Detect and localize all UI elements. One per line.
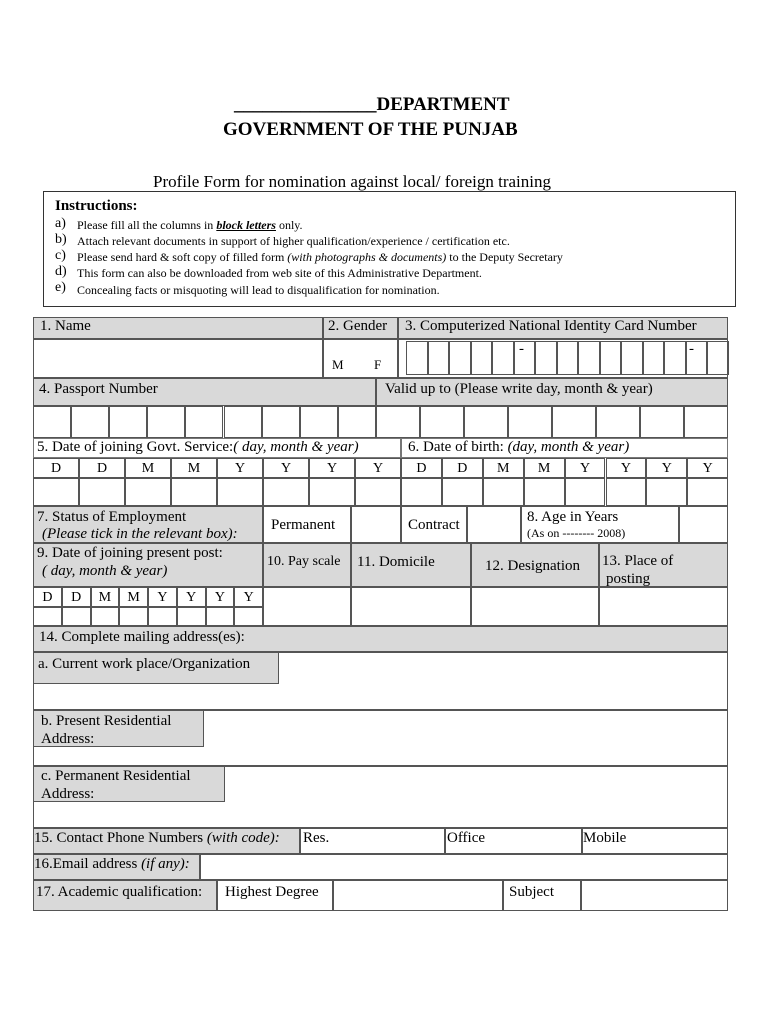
status-hint: (Please tick in the relevant box): [42, 526, 238, 542]
join-govt-date-letter-8: Y [372, 461, 384, 476]
dob-date-box-6[interactable] [606, 478, 647, 506]
join-govt-date-box-7[interactable] [309, 478, 355, 506]
highest-degree-label: Highest Degree [225, 884, 319, 900]
join-govt-date-letter-1: D [50, 461, 62, 476]
join-govt-date-head-4 [171, 458, 217, 478]
dob-date-box-5[interactable] [565, 478, 606, 506]
passport-digit-cell-2[interactable] [71, 406, 109, 438]
permanent-tick-box[interactable] [351, 506, 401, 543]
cnic-digit-cell-3[interactable] [449, 341, 471, 375]
age-label: 8. Age in Years [527, 509, 619, 525]
designation-label: 12. Designation [485, 558, 580, 574]
dob-date-head-1 [401, 458, 442, 478]
age-hint: (As on -------- 2008) [527, 526, 626, 540]
instruction-d: This form can also be downloaded from web site of this Administrative Department. [77, 266, 482, 280]
passport-label: 4. Passport Number [39, 381, 158, 397]
contract-label: Contract [408, 517, 460, 533]
join-govt-date-head-2 [79, 458, 125, 478]
cnic-digit-cell-9[interactable] [578, 341, 600, 375]
join-present-date-box-7[interactable] [206, 607, 235, 626]
pay-scale-label: 10. Pay scale [267, 554, 341, 569]
join-govt-date-head-5 [217, 458, 263, 478]
contract-tick-box[interactable] [467, 506, 521, 543]
join-present-hint: ( day, month & year) [42, 563, 168, 579]
passport-digit-cell-4[interactable] [147, 406, 185, 438]
dob-date-letter-5: Y [579, 461, 591, 476]
instruction-a-post: only. [275, 218, 303, 232]
join-govt-date-letter-3: M [141, 461, 155, 476]
department-title [234, 95, 510, 114]
passport-digit-cell-6[interactable] [224, 406, 262, 438]
join-present-date-box-1[interactable] [33, 607, 62, 626]
valid-upto-cell-7[interactable] [640, 406, 684, 438]
valid-upto-cell-4[interactable] [508, 406, 552, 438]
name-input[interactable] [33, 339, 323, 378]
pay-scale-input[interactable] [263, 587, 351, 626]
form-subtitle: Profile Form for nomination against local/ foreign training [153, 172, 551, 191]
email-text: 16.Email address [34, 856, 142, 872]
join-present-date-head-7 [206, 587, 235, 607]
join-present-date-letter-5: Y [157, 590, 168, 605]
passport-digit-cell-9[interactable] [338, 406, 376, 438]
join-present-date-letter-2: D [71, 590, 82, 605]
cnic-digit-cell-6[interactable] [514, 341, 536, 375]
join-present-date-letter-8: Y [243, 590, 254, 605]
dob-date-box-8[interactable] [687, 478, 728, 506]
join-present-date-head-6 [177, 587, 206, 607]
join-govt-date-box-5[interactable] [217, 478, 263, 506]
designation-input[interactable] [471, 587, 599, 626]
valid-upto-cell-2[interactable] [420, 406, 464, 438]
name-label: 1. Name [40, 318, 91, 334]
cnic-digit-cell-13[interactable] [664, 341, 686, 375]
res-phone-label: Res. [303, 830, 330, 846]
join-govt-date-head-3 [125, 458, 171, 478]
cnic-digit-cell-1[interactable] [406, 341, 428, 375]
cnic-digit-cell-4[interactable] [471, 341, 493, 375]
email-label [34, 857, 190, 872]
join-govt-date-box-4[interactable] [171, 478, 217, 506]
valid-upto-cell-5[interactable] [552, 406, 596, 438]
contact-text: 15. Contact Phone Numbers [34, 830, 207, 846]
dob-date-letter-6: Y [620, 461, 631, 476]
join-govt-hint: ( day, month & year) [233, 439, 359, 455]
email-hint: (if any): [141, 856, 190, 872]
cnic-label: 3. Computerized National Identity Card Number [405, 318, 697, 334]
department-blank: _______________ [234, 94, 377, 115]
join-present-date-letter-3: M [98, 590, 112, 605]
cnic-digit-cell-15[interactable] [707, 341, 729, 375]
perm-res-label-1: c. Permanent Residential [41, 768, 191, 784]
instruction-letter-e: e) [55, 280, 66, 295]
highest-degree-input[interactable] [333, 880, 503, 911]
cnic-digit-cell-2[interactable] [428, 341, 450, 375]
join-govt-date-letter-7: Y [326, 461, 338, 476]
join-present-date-letter-1: D [42, 590, 53, 605]
dob-date-letter-1: D [416, 461, 427, 476]
permanent-label: Permanent [271, 517, 336, 533]
dob-date-head-6 [606, 458, 647, 478]
place-posting-input[interactable] [599, 587, 728, 626]
gender-male-option[interactable]: M [332, 357, 344, 372]
place-posting-label-2: posting [606, 571, 651, 587]
valid-upto-label: Valid up to (Please write day, month & year) [385, 381, 653, 397]
join-govt-date-box-2[interactable] [79, 478, 125, 506]
instruction-letter-d: d) [55, 264, 67, 279]
cnic-digit-cell-8[interactable] [557, 341, 579, 375]
passport-digit-cell-1[interactable] [33, 406, 71, 438]
present-res-label-2: Address: [41, 731, 95, 747]
contact-hint: (with code): [206, 830, 280, 846]
dob-text: 6. Date of birth: [408, 439, 508, 455]
passport-digit-cell-8[interactable] [300, 406, 338, 438]
dob-date-box-7[interactable] [646, 478, 687, 506]
passport-digit-cell-3[interactable] [109, 406, 147, 438]
valid-upto-cell-1[interactable] [376, 406, 420, 438]
email-input[interactable] [200, 854, 728, 880]
dob-date-head-4 [524, 458, 565, 478]
dob-date-letter-8: Y [702, 461, 713, 476]
join-govt-date-head-8 [355, 458, 401, 478]
join-govt-date-box-3[interactable] [125, 478, 171, 506]
join-present-date-box-5[interactable] [148, 607, 177, 626]
perm-res-label-2: Address: [41, 786, 95, 802]
present-res-label-1: b. Present Residential [41, 713, 172, 729]
contact-label [34, 831, 280, 846]
cnic-digit-cell-10[interactable] [600, 341, 622, 375]
mailing-label: 14. Complete mailing address(es): [39, 629, 245, 645]
join-govt-date-box-1[interactable] [33, 478, 79, 506]
dob-date-head-2 [442, 458, 483, 478]
instruction-c-emphasis: (with photographs & documents) [287, 250, 447, 264]
join-govt-label [37, 440, 359, 455]
academic-label: 17. Academic qualification: [36, 884, 203, 900]
dob-date-box-4[interactable] [524, 478, 565, 506]
dob-date-letter-7: Y [661, 461, 672, 476]
join-present-date-letter-4: M [127, 590, 140, 605]
subject-label: Subject [509, 884, 554, 900]
department-label: DEPARTMENT [376, 94, 510, 115]
join-present-date-box-8[interactable] [234, 607, 263, 626]
dob-hint: (day, month & year) [507, 439, 630, 455]
join-present-date-head-4 [119, 587, 148, 607]
cnic-digit-cell-7[interactable] [535, 341, 557, 375]
cnic-digit-cell-5[interactable] [492, 341, 514, 375]
instruction-b: Attach relevant documents in support of higher qualification/experience / certification etc. [77, 234, 510, 248]
join-govt-date-letter-4: M [187, 461, 201, 476]
join-govt-date-head-6 [263, 458, 309, 478]
instruction-a [77, 219, 303, 231]
instruction-c-post: to the Deputy Secretary [446, 250, 563, 264]
join-govt-date-letter-6: Y [280, 461, 292, 476]
join-present-date-box-3[interactable] [91, 607, 120, 626]
join-present-date-letter-6: Y [186, 590, 197, 605]
passport-digit-cell-7[interactable] [262, 406, 300, 438]
join-govt-date-head-1 [33, 458, 79, 478]
current-work-label: a. Current work place/Organization [38, 656, 251, 672]
instruction-a-text: Please fill all the columns in [77, 218, 217, 232]
cnic-digit-cell-12[interactable] [643, 341, 665, 375]
domicile-input[interactable] [351, 587, 471, 626]
gender-female-option[interactable]: F [374, 357, 382, 372]
join-present-date-head-8 [234, 587, 263, 607]
join-present-date-head-1 [33, 587, 62, 607]
dob-date-head-8 [687, 458, 728, 478]
dob-date-letter-2: D [457, 461, 468, 476]
office-phone-label: Office [447, 830, 486, 846]
join-present-date-head-3 [91, 587, 120, 607]
dob-label [408, 440, 629, 455]
join-present-date-head-2 [62, 587, 91, 607]
instruction-e: Concealing facts or misquoting will lead to disqualification for nomination. [77, 283, 440, 297]
instruction-letter-c: c) [55, 248, 66, 263]
cnic-dash-1: - [519, 341, 524, 357]
valid-upto-cell-6[interactable] [596, 406, 640, 438]
cnic-dash-2: - [689, 341, 694, 357]
instruction-c-text: Please send hard & soft copy of filled form [77, 250, 288, 264]
join-govt-date-box-8[interactable] [355, 478, 401, 506]
government-title: GOVERNMENT OF THE PUNJAB [223, 119, 518, 140]
dob-date-box-2[interactable] [442, 478, 483, 506]
gender-label: 2. Gender [328, 318, 388, 334]
instruction-c [77, 251, 563, 263]
subject-input[interactable] [581, 880, 728, 911]
domicile-label: 11. Domicile [357, 554, 435, 570]
join-govt-date-box-6[interactable] [263, 478, 309, 506]
join-govt-date-head-7 [309, 458, 355, 478]
passport-digit-cell-5[interactable] [185, 406, 223, 438]
instruction-letter-a: a) [55, 216, 66, 231]
valid-upto-cell-8[interactable] [684, 406, 728, 438]
dob-date-head-3 [483, 458, 524, 478]
cnic-digit-cell-11[interactable] [621, 341, 643, 375]
join-govt-date-letter-2: D [96, 461, 108, 476]
instruction-a-emphasis: block letters [216, 218, 276, 232]
join-present-date-box-2[interactable] [62, 607, 91, 626]
join-present-date-letter-7: Y [214, 590, 225, 605]
join-present-date-box-4[interactable] [119, 607, 148, 626]
mobile-phone-label: Mobile [583, 830, 627, 846]
place-posting-label-1: 13. Place of [602, 553, 674, 569]
status-label: 7. Status of Employment [37, 509, 187, 525]
dob-date-box-1[interactable] [401, 478, 442, 506]
join-govt-date-letter-5: Y [234, 461, 246, 476]
join-present-label: 9. Date of joining present post: [37, 545, 223, 561]
dob-date-head-5 [565, 458, 606, 478]
dob-date-box-3[interactable] [483, 478, 524, 506]
dob-date-letter-4: M [537, 461, 551, 476]
join-present-date-box-6[interactable] [177, 607, 206, 626]
age-input[interactable] [679, 506, 728, 543]
join-present-date-head-5 [148, 587, 177, 607]
join-govt-text: 5. Date of joining Govt. Service: [37, 439, 234, 455]
instruction-letter-b: b) [55, 232, 67, 247]
valid-upto-cell-3[interactable] [464, 406, 508, 438]
dob-date-letter-3: M [497, 461, 510, 476]
dob-date-head-7 [646, 458, 687, 478]
instructions-title: Instructions: [55, 198, 138, 214]
